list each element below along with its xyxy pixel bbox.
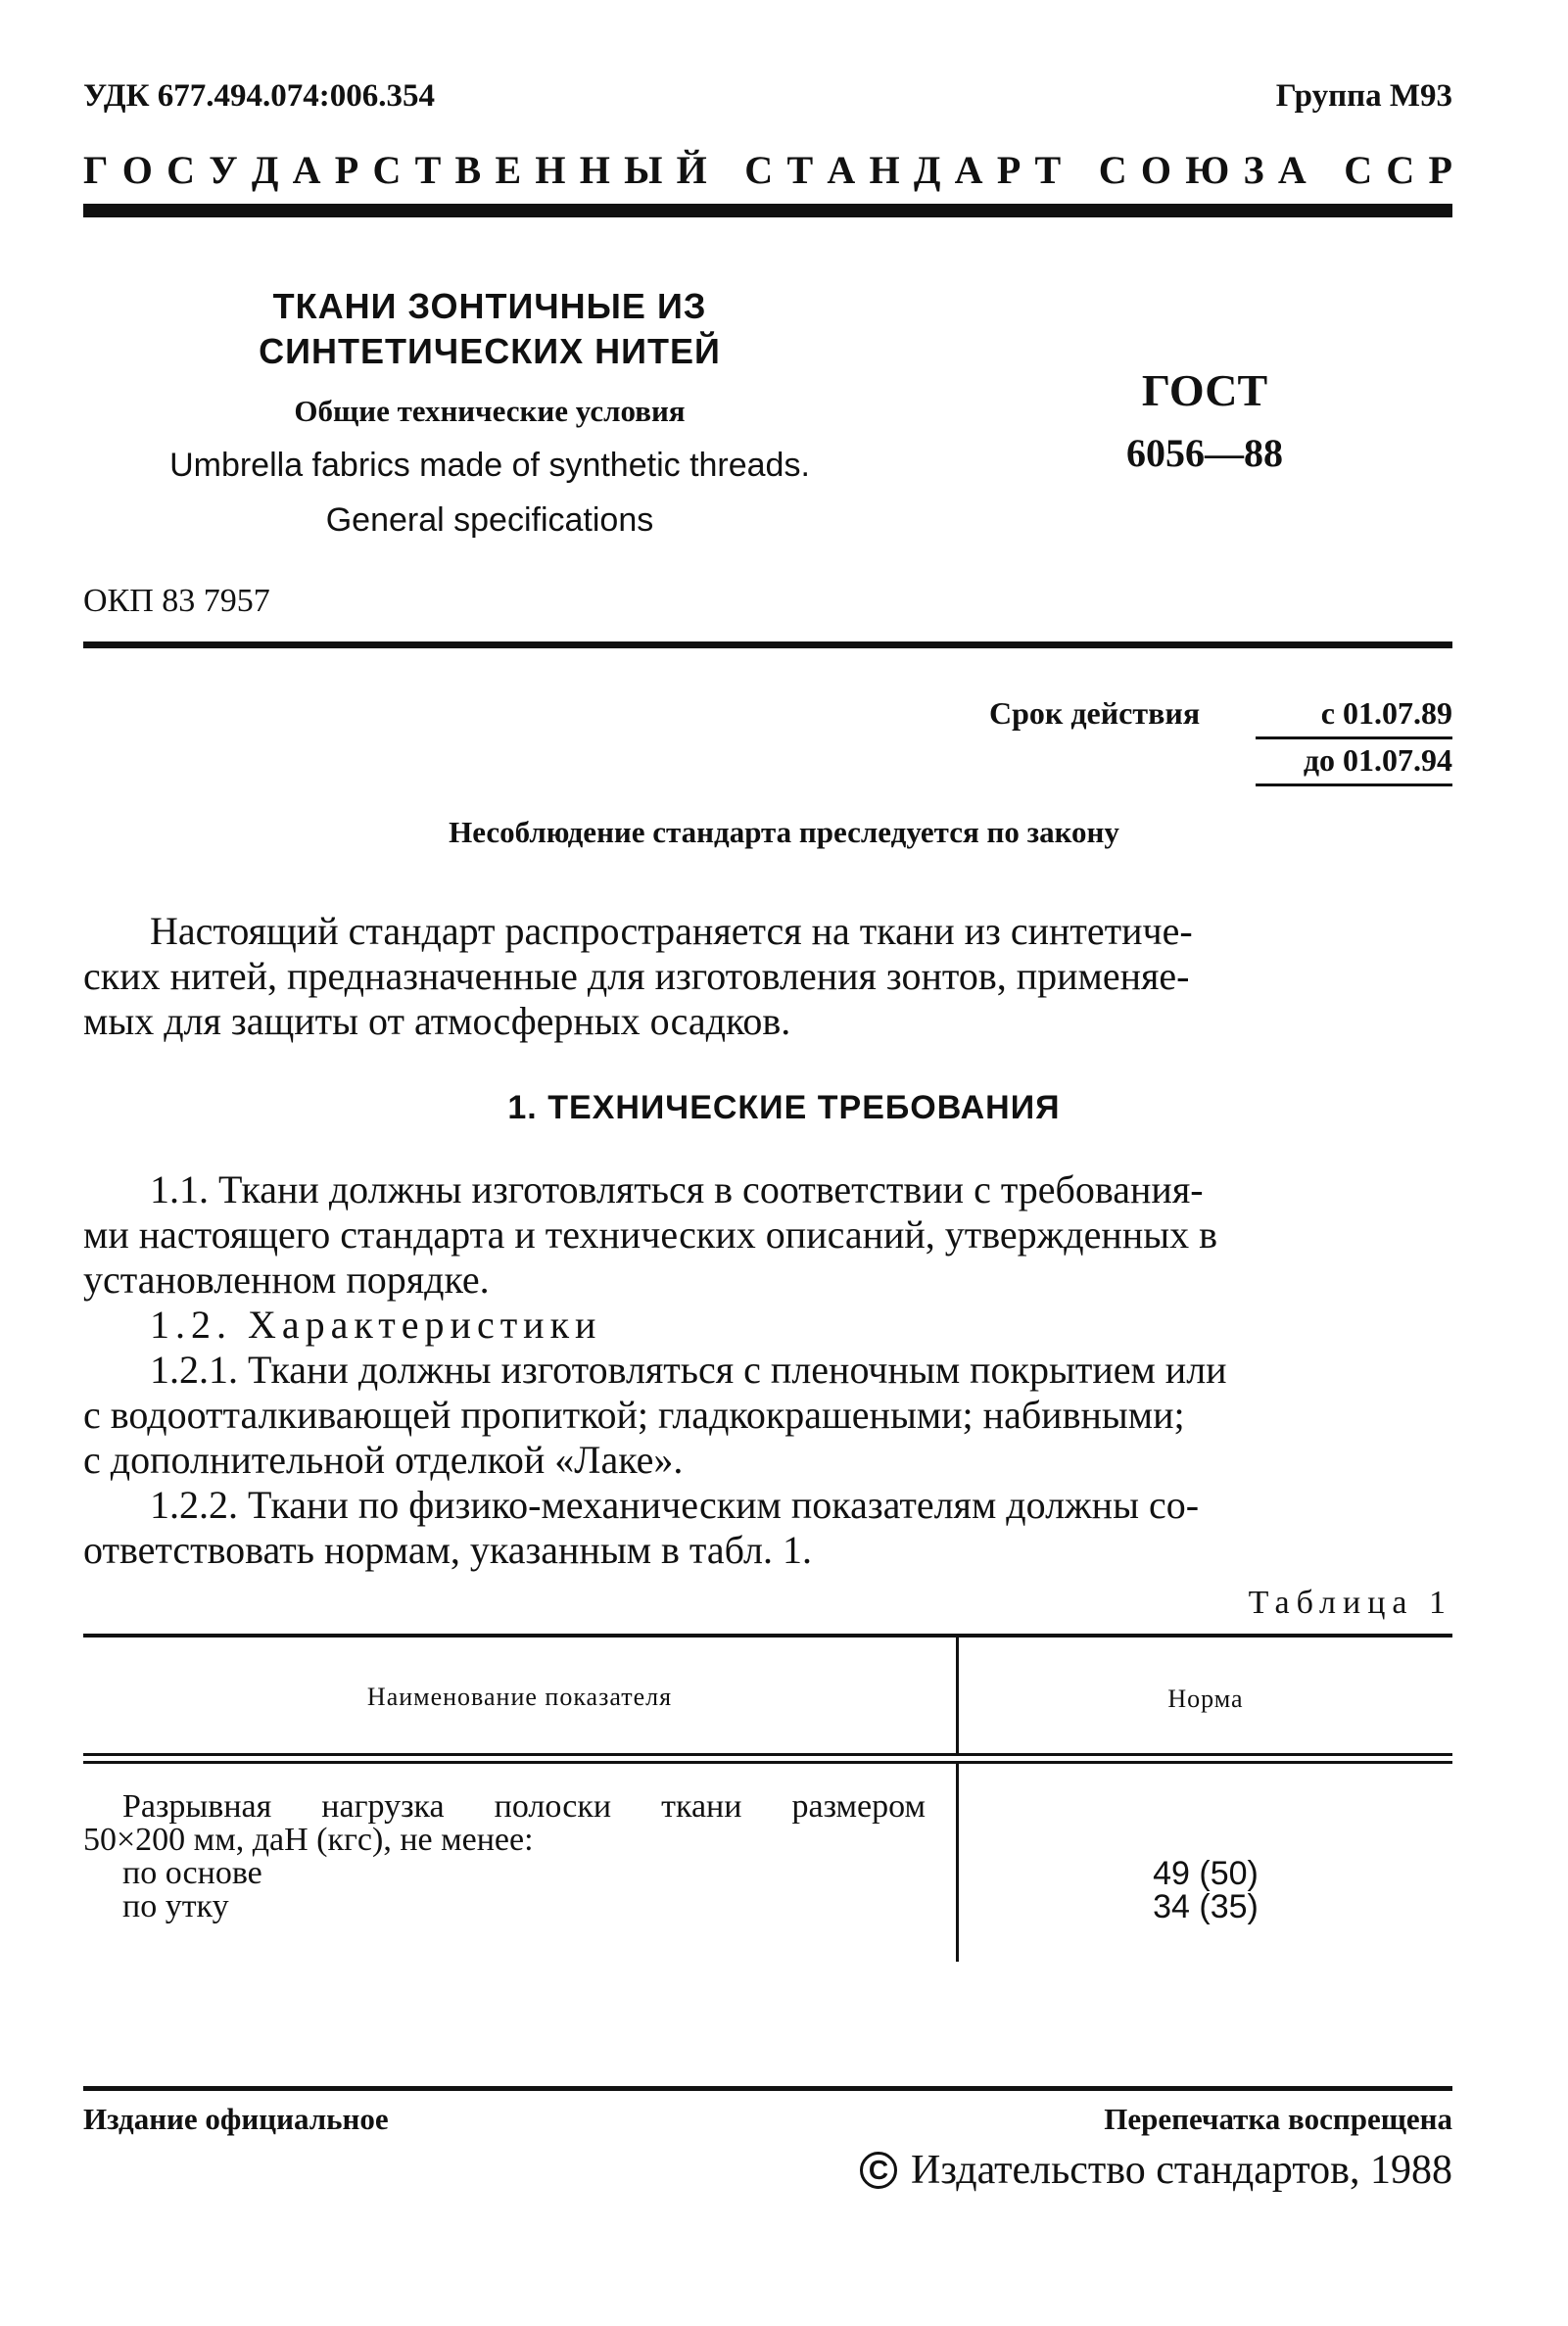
p121-line-2: с водоотталкивающей пропиткой; гладкокрашеными; набивными; <box>83 1393 1185 1437</box>
title-line-2: СИНТЕТИЧЕСКИХ НИТЕЙ <box>259 331 721 371</box>
state-heading-letter: О <box>1140 148 1171 192</box>
state-heading-letter: Н <box>579 148 610 192</box>
state-heading-letter: З <box>1243 148 1264 192</box>
p12-heading: 1.2. Характеристики <box>150 1303 602 1347</box>
table-header-name: Наименование показателя <box>366 1683 673 1711</box>
state-heading-letter: С <box>1386 148 1415 192</box>
state-heading-letter: С <box>166 148 195 192</box>
p11-line-1: 1.1. Ткани должны изготовляться в соответствии с требования- <box>150 1167 1204 1211</box>
p11-line-2: ми настоящего стандарта и технических описаний, утвержденных в <box>83 1212 1217 1257</box>
header-rule <box>83 204 1452 217</box>
state-heading-letter: Т <box>414 148 442 192</box>
title-en-line-2: General specifications <box>325 501 654 539</box>
validity-label: Срок действия <box>989 695 1201 731</box>
subtitle: Общие технические условия <box>294 394 686 428</box>
state-heading-letter: С <box>744 148 774 192</box>
gost-number: 6056—88 <box>1126 431 1283 475</box>
table-sub-value-1: 49 (50) <box>1153 1855 1259 1892</box>
state-heading-letter: Т <box>1034 148 1062 192</box>
reprint-prohibited: Перепечатка воспрещена <box>1104 2102 1452 2136</box>
state-heading-letter: С <box>1098 148 1127 192</box>
validity-from: с 01.07.89 <box>1320 695 1452 731</box>
state-heading-letter: В <box>454 148 482 192</box>
gost-block <box>1077 364 1332 476</box>
group-code: Группа М93 <box>1275 78 1452 114</box>
validity-to-underline <box>1256 783 1452 786</box>
state-heading-letter: Ы <box>624 148 663 192</box>
state-heading-letter: Д <box>251 148 279 192</box>
state-heading-letter: Д <box>913 148 941 192</box>
table-top-rule <box>83 1634 1452 1638</box>
p121-line-1: 1.2.1. Ткани должны изготовляться с пленочным покрытием или <box>150 1348 1227 1392</box>
table-header-norm: Норма <box>1167 1685 1244 1713</box>
state-heading-letter <box>1320 147 1330 193</box>
table-sub-value-2: 34 (35) <box>1153 1888 1259 1925</box>
state-heading-letter: Й <box>676 148 707 192</box>
state-heading-letter: Г <box>83 148 109 192</box>
table-sub-name-2: по утку <box>122 1888 229 1924</box>
okp-rule <box>83 641 1452 648</box>
state-heading-letter <box>1074 147 1084 193</box>
state-standard-heading <box>83 147 1452 193</box>
section-1-body <box>83 1167 1452 1573</box>
copyright-line <box>860 2147 1452 2194</box>
state-heading-letter: Е <box>495 148 522 192</box>
state-heading-letter: Ю <box>1185 148 1230 192</box>
validity-to: до 01.07.94 <box>1303 742 1452 778</box>
state-heading-letter: С <box>1344 148 1373 192</box>
validity-from-underline <box>1256 736 1452 739</box>
state-heading-letter: Н <box>535 148 566 192</box>
legal-notice: Несоблюдение стандарта преследуется по закону <box>449 815 1119 849</box>
title-block <box>157 284 823 539</box>
state-heading-letter: С <box>372 148 402 192</box>
okp-code: ОКП 83 7957 <box>83 583 270 619</box>
state-heading-letter: Н <box>869 148 900 192</box>
gost-label: ГОСТ <box>1141 365 1268 415</box>
state-heading-letter: О <box>121 148 153 192</box>
intro-line-3: мых для защиты от атмосферных осадков. <box>83 999 791 1043</box>
intro-line-1: Настоящий стандарт распространяется на ткани из синтетиче- <box>150 909 1193 953</box>
table-row-text-1: Разрывная нагрузка полоски ткани размером <box>122 1788 926 1825</box>
state-heading-letter: А <box>292 148 321 192</box>
official-edition: Издание официальное <box>83 2102 389 2136</box>
copyright-icon: C <box>860 2152 897 2189</box>
title-line-1: ТКАНИ ЗОНТИЧНЫЕ ИЗ <box>272 286 707 326</box>
state-heading-letter: Р <box>1428 148 1452 192</box>
p122-line-1: 1.2.2. Ткани по физико-механическим показателям должны со- <box>150 1483 1200 1527</box>
title-en-line-1: Umbrella fabrics made of synthetic threads. <box>169 447 810 484</box>
publisher: Издательство стандартов, 1988 <box>911 2148 1452 2193</box>
table-1-label: Таблица 1 <box>1248 1585 1452 1621</box>
udk-code: УДК 677.494.074:006.354 <box>83 78 436 114</box>
state-heading-letter: А <box>1277 148 1307 192</box>
state-heading-letter: А <box>827 148 856 192</box>
table-row-text-2: 50×200 мм, даН (кгс), не менее: <box>83 1822 534 1858</box>
state-heading-letter: Р <box>996 148 1022 192</box>
state-heading-letter: Т <box>786 148 814 192</box>
p121-line-3: с дополнительной отделкой «Лаке». <box>83 1438 684 1482</box>
state-heading-letter: Р <box>334 148 359 192</box>
intro-line-2: ских нитей, предназначенные для изготовления зонтов, применяе- <box>83 954 1190 998</box>
table-header-rule-2 <box>83 1761 1452 1764</box>
section-1-title: 1. ТЕХНИЧЕСКИЕ ТРЕБОВАНИЯ <box>507 1089 1061 1126</box>
p11-line-3: установленном порядке. <box>83 1258 490 1302</box>
state-heading-letter: А <box>954 148 983 192</box>
footer-rule <box>83 2086 1452 2091</box>
table-sub-name-1: по основе <box>122 1855 262 1891</box>
intro-paragraph <box>83 909 1452 1044</box>
p122-line-2: ответствовать нормам, указанным в табл. 1. <box>83 1528 812 1572</box>
state-heading-letter: У <box>209 148 238 192</box>
table-header-rule-1 <box>83 1753 1452 1756</box>
state-heading-letter <box>721 147 731 193</box>
